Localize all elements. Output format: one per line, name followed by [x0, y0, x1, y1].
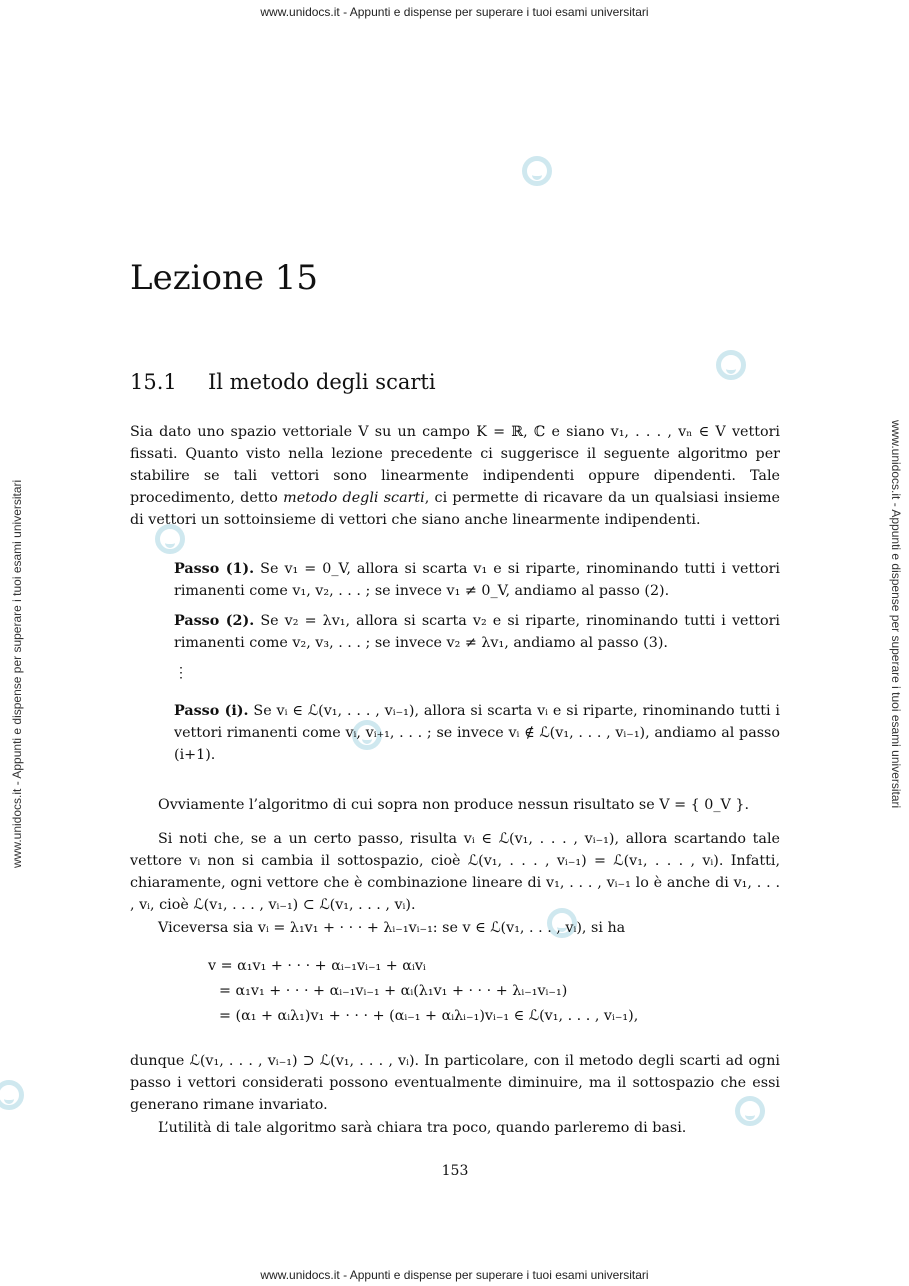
watermark-logo-icon: [716, 350, 746, 380]
vertical-dots: ⋮: [174, 665, 188, 681]
step-text: Se vᵢ ∈ ℒ(v₁, . . . , vᵢ₋₁), allora si scarta vᵢ e si riparte, rinominando tutti i vettori rimanenti come vᵢ, vᵢ₊₁, . . . ; se invece vᵢ ∉ ℒ(v₁, . . . , vᵢ₋₁), andiamo al passo (i+1).: [174, 703, 780, 763]
watermark-bottom: www.unidocs.it - Appunti e dispense per superare i tuoi esami universitari: [260, 1268, 649, 1282]
equation-line: = α₁v₁ + · · · + αᵢ₋₁vᵢ₋₁ + αᵢ(λ₁v₁ + · · · + λᵢ₋₁vᵢ₋₁): [219, 983, 568, 999]
intro-text: , ci permette di ricavare da un qualsiasi insieme di vettori un sottoinsieme di vettori che siano anche linearmente indipendenti.: [130, 490, 781, 528]
step-i: [174, 700, 780, 766]
paragraph-conclusion: dunque ℒ(v₁, . . . , vᵢ₋₁) ⊃ ℒ(v₁, . . . , vᵢ). In particolare, con il metodo degli scarti ad ogni passo i vettori considerati possono eventualmente diminuire, ma il sottospazio che essi generano rimane invariato.: [130, 1053, 780, 1113]
watermark-right: www.unidocs.it - Appunti e dispense per superare i tuoi esami universitari: [889, 420, 903, 809]
step-2: [174, 610, 780, 654]
watermark-top: www.unidocs.it - Appunti e dispense per superare i tuoi esami universitari: [260, 5, 649, 19]
equation-block: [208, 954, 638, 1029]
intro-text: Sia dato uno spazio vettoriale V su un campo K = ℝ, ℂ e siano v₁, . . . , vₙ ∈ V vettori fissati. Quanto visto nella lezione precedente ci suggerisce il seguente algoritmo per stabilire se tali vettori sono linearmente indipendenti oppure dipendenti. Tale procedimento, detto: [130, 424, 780, 506]
section-number: 15.1: [130, 370, 177, 394]
page-number: 153: [441, 1163, 469, 1179]
step-label: Passo (i).: [174, 703, 249, 719]
intro-paragraph: [130, 421, 780, 531]
step-text: Se v₂ = λv₁, allora si scarta v₂ e si riparte, rinominando tutti i vettori rimanenti come v₂, v₃, . . . ; se invece v₂ ≠ λv₁, andiamo al passo (3).: [174, 613, 781, 651]
section-heading: [130, 370, 436, 394]
equation-line: = (α₁ + αᵢλ₁)v₁ + · · · + (αᵢ₋₁ + αᵢλᵢ₋₁)vᵢ₋₁ ∈ ℒ(v₁, . . . , vᵢ₋₁),: [219, 1008, 639, 1024]
step-1: [174, 558, 780, 602]
watermark-logo-icon: [0, 1080, 24, 1110]
watermark-left: www.unidocs.it - Appunti e dispense per superare i tuoi esami universitari: [10, 479, 24, 868]
paragraph-viceversa: Viceversa sia vᵢ = λ₁v₁ + · · · + λᵢ₋₁vᵢ₋₁: se v ∈ ℒ(v₁, . . . , vᵢ), si ha: [158, 920, 626, 936]
paragraph-utility: L’utilità di tale algoritmo sarà chiara tra poco, quando parleremo di basi.: [158, 1120, 687, 1136]
step-label: Passo (1).: [174, 561, 255, 577]
paragraph-note: Si noti che, se a un certo passo, risulta vᵢ ∈ ℒ(v₁, . . . , vᵢ₋₁), allora scartando tale vettore vᵢ non si cambia il sottospazio, cioè ℒ(v₁, . . . , vᵢ₋₁) = ℒ(v₁, . . . , vᵢ). Infatti, chiaramente, ogni vettore che è combinazione lineare di v₁, . . . , vᵢ₋₁ lo è anche di v₁, . . . , vᵢ, cioè ℒ(v₁, . . . , vᵢ₋₁) ⊂ ℒ(v₁, . . . , vᵢ).: [130, 831, 780, 913]
watermark-logo-icon: [522, 156, 552, 186]
step-text: Se v₁ = 0_V, allora si scarta v₁ e si riparte, rinominando tutti i vettori rimanenti come v₁, v₂, . . . ; se invece v₁ ≠ 0_V, andiamo al passo (2).: [174, 561, 780, 599]
intro-emphasis: metodo degli scarti: [283, 490, 425, 506]
chapter-title: Lezione 15: [130, 258, 319, 298]
step-label: Passo (2).: [174, 613, 255, 629]
equation-line: v = α₁v₁ + · · · + αᵢ₋₁vᵢ₋₁ + αᵢvᵢ: [208, 958, 426, 974]
paragraph-obviously: Ovviamente l’algoritmo di cui sopra non produce nessun risultato se V = { 0_V }.: [158, 797, 750, 813]
section-title: Il metodo degli scarti: [208, 370, 436, 394]
